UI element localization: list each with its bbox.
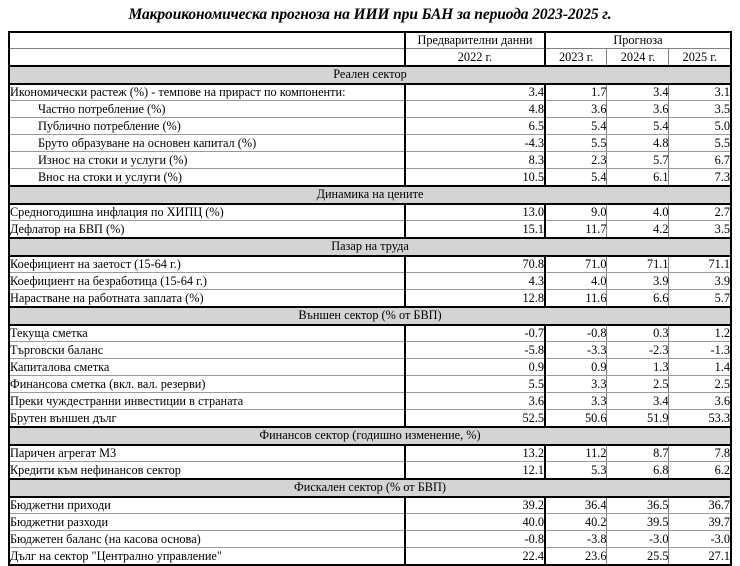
header-label-blank — [9, 32, 405, 49]
value-2025: 6.2 — [669, 462, 731, 479]
value-2024: -3.0 — [607, 531, 669, 548]
section-title: Външен сектор (% от БВП) — [9, 307, 731, 325]
value-2024: -2.3 — [607, 342, 669, 359]
value-2024: 4.0 — [607, 204, 669, 221]
row-label: Частно потребление (%) — [9, 101, 405, 118]
value-2024: 6.8 — [607, 462, 669, 479]
value-2022: 3.6 — [405, 393, 545, 410]
section-header-row — [9, 238, 731, 256]
table-row — [9, 221, 731, 238]
value-2024: 5.7 — [607, 152, 669, 169]
value-2022: 40.0 — [405, 514, 545, 531]
table-body — [9, 66, 731, 565]
value-2024: 25.5 — [607, 548, 669, 565]
table-row — [9, 204, 731, 221]
table-row — [9, 256, 731, 273]
value-2024: 3.4 — [607, 84, 669, 101]
value-2024: 5.4 — [607, 118, 669, 135]
value-2024: 4.8 — [607, 135, 669, 152]
value-2024: 3.6 — [607, 101, 669, 118]
value-2024: 71.1 — [607, 256, 669, 273]
value-2023: 3.3 — [545, 376, 607, 393]
section-title: Финансов сектор (годишно изменение, %) — [9, 427, 731, 445]
page-title: Макроикономическа прогноза на ИИИ при БАН за периода 2023-2025 г. — [128, 6, 612, 23]
table-row — [9, 135, 731, 152]
row-label: Средногодишна инфлация по ХИПЦ (%) — [9, 204, 405, 221]
value-2024: 1.3 — [607, 359, 669, 376]
header-year-blank — [9, 49, 405, 66]
value-2022: 13.0 — [405, 204, 545, 221]
value-2022: 8.3 — [405, 152, 545, 169]
value-2023: 9.0 — [545, 204, 607, 221]
section-header-row — [9, 186, 731, 204]
value-2025: 27.1 — [669, 548, 731, 565]
table-row — [9, 445, 731, 462]
value-2025: -1.3 — [669, 342, 731, 359]
table-header-year-row — [9, 49, 731, 66]
value-2025: 1.2 — [669, 325, 731, 342]
value-2023: 5.3 — [545, 462, 607, 479]
value-2023: 3.6 — [545, 101, 607, 118]
value-2023: 0.9 — [545, 359, 607, 376]
value-2022: 0.9 — [405, 359, 545, 376]
table-row — [9, 462, 731, 479]
value-2024: 39.5 — [607, 514, 669, 531]
value-2022: 15.1 — [405, 221, 545, 238]
value-2024: 6.6 — [607, 290, 669, 307]
value-2022: 6.5 — [405, 118, 545, 135]
value-2022: 5.5 — [405, 376, 545, 393]
table-row — [9, 531, 731, 548]
value-2023: 40.2 — [545, 514, 607, 531]
value-2023: 36.4 — [545, 497, 607, 514]
value-2023: 11.6 — [545, 290, 607, 307]
value-2025: 36.7 — [669, 497, 731, 514]
value-2023: 5.4 — [545, 169, 607, 186]
table-row — [9, 152, 731, 169]
value-2025: 3.5 — [669, 221, 731, 238]
value-2025: 71.1 — [669, 256, 731, 273]
table-row — [9, 548, 731, 565]
table-row — [9, 376, 731, 393]
value-2024: 3.9 — [607, 273, 669, 290]
row-label: Износ на стоки и услуги (%) — [9, 152, 405, 169]
value-2022: -4.3 — [405, 135, 545, 152]
header-group-preliminary: Предварителни данни — [405, 32, 545, 49]
value-2024: 51.9 — [607, 410, 669, 427]
row-label: Кредити към нефинансов сектор — [9, 462, 405, 479]
value-2025: 1.4 — [669, 359, 731, 376]
row-label: Нарастване на работната заплата (%) — [9, 290, 405, 307]
value-2025: 5.0 — [669, 118, 731, 135]
section-header-row — [9, 66, 731, 84]
value-2025: 3.1 — [669, 84, 731, 101]
value-2023: 23.6 — [545, 548, 607, 565]
table-header — [9, 32, 731, 66]
table-row — [9, 169, 731, 186]
value-2023: 3.3 — [545, 393, 607, 410]
value-2023: 11.2 — [545, 445, 607, 462]
row-label: Капиталова сметка — [9, 359, 405, 376]
value-2023: 5.4 — [545, 118, 607, 135]
value-2025: 5.5 — [669, 135, 731, 152]
row-label: Преки чуждестранни инвестиции в страната — [9, 393, 405, 410]
table-row — [9, 393, 731, 410]
value-2025: 53.3 — [669, 410, 731, 427]
row-label: Бюджетен баланс (на касова основа) — [9, 531, 405, 548]
value-2023: -3.8 — [545, 531, 607, 548]
table-row — [9, 84, 731, 101]
value-2022: 4.3 — [405, 273, 545, 290]
table-row — [9, 273, 731, 290]
row-label: Икономически растеж (%) - темпове на прираст по компоненти: — [9, 84, 405, 101]
row-label: Бюджетни разходи — [9, 514, 405, 531]
value-2023: -3.3 — [545, 342, 607, 359]
value-2023: 1.7 — [545, 84, 607, 101]
row-label: Брутен външен дълг — [9, 410, 405, 427]
value-2025: 7.3 — [669, 169, 731, 186]
header-year-2024: 2024 г. — [607, 49, 669, 66]
value-2022: 3.4 — [405, 84, 545, 101]
value-2022: 52.5 — [405, 410, 545, 427]
row-label: Дълг на сектор "Централно управление" — [9, 548, 405, 565]
value-2022: 10.5 — [405, 169, 545, 186]
value-2022: 4.8 — [405, 101, 545, 118]
value-2022: 12.8 — [405, 290, 545, 307]
value-2022: 70.8 — [405, 256, 545, 273]
row-label: Финансова сметка (вкл. вал. резерви) — [9, 376, 405, 393]
value-2024: 36.5 — [607, 497, 669, 514]
table-row — [9, 359, 731, 376]
table-row — [9, 514, 731, 531]
macro-forecast-table — [8, 31, 732, 566]
row-label: Текуща сметка — [9, 325, 405, 342]
value-2022: -0.7 — [405, 325, 545, 342]
row-label: Бруто образуване на основен капитал (%) — [9, 135, 405, 152]
section-title: Динамика на цените — [9, 186, 731, 204]
value-2022: -0.8 — [405, 531, 545, 548]
table-row — [9, 325, 731, 342]
table-row — [9, 118, 731, 135]
table-row — [9, 497, 731, 514]
section-header-row — [9, 427, 731, 445]
row-label: Търговски баланс — [9, 342, 405, 359]
value-2023: 4.0 — [545, 273, 607, 290]
value-2025: 39.7 — [669, 514, 731, 531]
section-title: Фискален сектор (% от БВП) — [9, 479, 731, 497]
table-header-group-row — [9, 32, 731, 49]
section-header-row — [9, 307, 731, 325]
value-2025: -3.0 — [669, 531, 731, 548]
value-2022: -5.8 — [405, 342, 545, 359]
value-2024: 6.1 — [607, 169, 669, 186]
value-2025: 5.7 — [669, 290, 731, 307]
section-title: Пазар на труда — [9, 238, 731, 256]
table-row — [9, 410, 731, 427]
row-label: Внос на стоки и услуги (%) — [9, 169, 405, 186]
table-row — [9, 342, 731, 359]
row-label: Паричен агрегат М3 — [9, 445, 405, 462]
value-2022: 22.4 — [405, 548, 545, 565]
section-title: Реален сектор — [9, 66, 731, 84]
row-label: Коефициент на безработица (15-64 г.) — [9, 273, 405, 290]
value-2025: 2.5 — [669, 376, 731, 393]
value-2024: 2.5 — [607, 376, 669, 393]
value-2024: 3.4 — [607, 393, 669, 410]
value-2025: 3.6 — [669, 393, 731, 410]
value-2025: 3.5 — [669, 101, 731, 118]
header-year-2023: 2023 г. — [545, 49, 607, 66]
value-2025: 7.8 — [669, 445, 731, 462]
value-2023: 11.7 — [545, 221, 607, 238]
value-2025: 3.9 — [669, 273, 731, 290]
row-label: Коефициент на заетост (15-64 г.) — [9, 256, 405, 273]
value-2023: 50.6 — [545, 410, 607, 427]
table-row — [9, 101, 731, 118]
value-2023: 5.5 — [545, 135, 607, 152]
value-2023: -0.8 — [545, 325, 607, 342]
header-year-2025: 2025 г. — [669, 49, 731, 66]
value-2022: 12.1 — [405, 462, 545, 479]
value-2023: 71.0 — [545, 256, 607, 273]
header-year-2022: 2022 г. — [405, 49, 545, 66]
value-2022: 39.2 — [405, 497, 545, 514]
value-2024: 4.2 — [607, 221, 669, 238]
row-label: Бюджетни приходи — [9, 497, 405, 514]
value-2024: 8.7 — [607, 445, 669, 462]
value-2025: 6.7 — [669, 152, 731, 169]
table-row — [9, 290, 731, 307]
value-2022: 13.2 — [405, 445, 545, 462]
row-label: Дефлатор на БВП (%) — [9, 221, 405, 238]
value-2024: 0.3 — [607, 325, 669, 342]
value-2023: 2.3 — [545, 152, 607, 169]
header-group-forecast: Прогноза — [545, 32, 731, 49]
section-header-row — [9, 479, 731, 497]
value-2025: 2.7 — [669, 204, 731, 221]
row-label: Публично потребление (%) — [9, 118, 405, 135]
